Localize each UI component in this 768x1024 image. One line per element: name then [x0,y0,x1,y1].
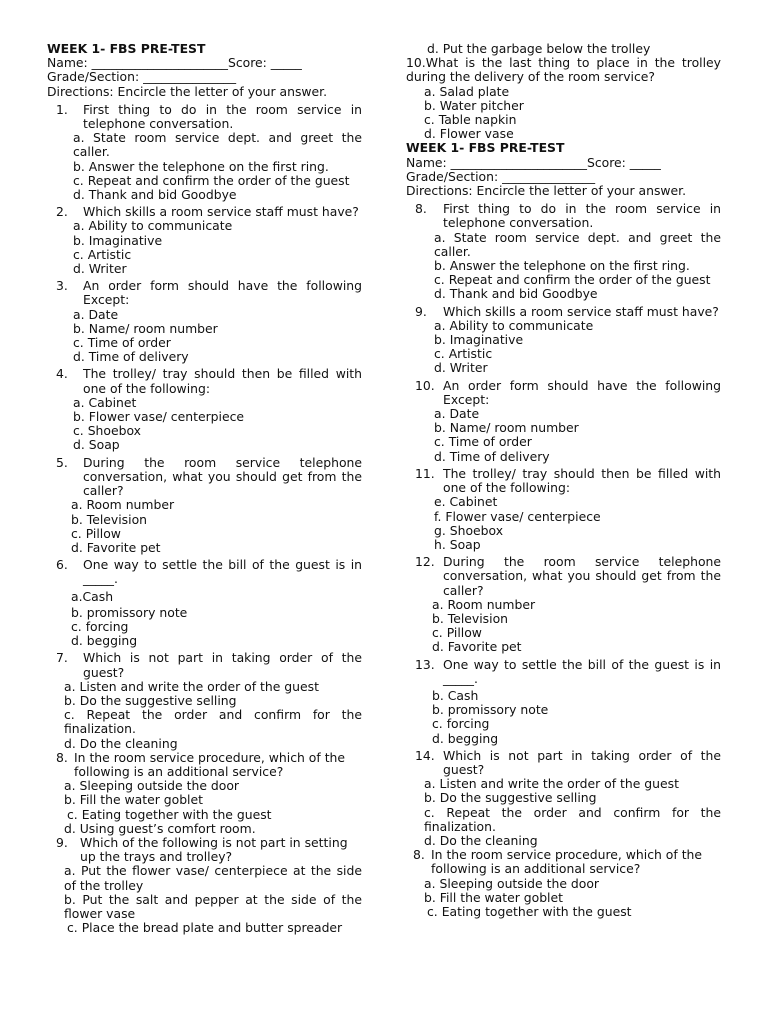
option-d: d. Put the garbage below the trolley [427,41,651,56]
option-h: h. Soap [434,536,481,552]
option-d: d. begging [71,633,138,649]
question-number: 9. [56,834,68,850]
test-title-2: WEEK 1- FBS PRE-TEST [406,140,565,156]
question-number: 4. [56,366,68,382]
option-b: b. Answer the telephone on the first ring. [73,158,329,174]
question-7 [47,651,362,679]
option-a: a. Date [434,406,480,422]
question-8 [47,751,362,779]
option-b: b. Put the salt and pepper at the side of the flower vase [64,891,362,921]
option-a: a. Sleeping outside the door [424,875,599,891]
option-c: c. Repeat and confirm the order of the guest [434,272,711,288]
option-d: d. Flower vase [424,126,514,142]
question-12-right [406,555,721,598]
option-b: b. Name/ room number [434,420,579,436]
question-text: In the room service procedure, which of the following is an additional service? [74,749,346,779]
option-d: d. Writer [73,261,127,277]
question-number: 13. [415,656,435,672]
option-b: b. Name/ room number [73,320,218,336]
option-b: b. Do the suggestive selling [424,790,597,806]
option-c: c. Repeat the order and confirm for the finalization. [64,707,362,737]
option-b: b. promissory note [71,604,188,620]
question-number: 12. [415,554,435,570]
option-d: d. Time of delivery [434,448,550,464]
question-number: 14. [415,747,435,763]
question-number: 8. [415,201,427,217]
option-c: c. Shoebox [73,423,142,439]
option-d: d. begging [432,730,499,746]
option-a: a. Salad plate [424,83,510,99]
question-8b-right [406,848,721,876]
option-a: a. Room number [71,497,175,513]
question-text: An order form should have the following Except: [443,377,721,407]
option-b: b. Fill the water goblet [64,792,203,808]
question-text: Which is not part in taking order of the guest? [83,650,362,680]
option-e: e. Cabinet [434,494,498,510]
question-text: One way to settle the bill of the guest is in _____. [443,656,721,686]
option-c: c. Repeat the order and confirm for the finalization. [424,804,721,834]
question-11-right [406,467,721,495]
test-title: WEEK 1- FBS PRE-TEST [47,41,206,56]
option-b: b. Water pitcher [424,97,524,113]
question-10: 10.What is the last thing to place in the trolley during the delivery of the room service? [406,55,721,85]
directions: Directions: Encircle the letter of your answer. [47,83,328,99]
option-c: c. forcing [432,716,490,732]
option-c: c. Artistic [434,346,493,362]
question-1 [47,103,362,131]
question-number: 11. [415,465,435,481]
question-text: The trolley/ tray should then be filled with one of the following: [443,465,721,496]
question-number: 9. [415,303,427,319]
option-a: a. Listen and write the order of the guest [64,678,319,694]
question-text: In the room service procedure, which of the following is an additional service? [431,847,703,877]
question-3 [47,279,362,307]
option-a: a. Cabinet [73,394,137,410]
option-a: b. Cash [432,687,479,703]
option-c: c. Table napkin [424,112,517,128]
option-d: d. Soap [73,437,120,453]
question-text: Which skills a room service staff must have? [443,303,719,319]
option-d: d. Thank and bid Goodbye [434,286,598,302]
option-d: d. Time of delivery [73,349,189,365]
option-d: d. Writer [434,360,488,376]
question-number: 3. [56,278,68,294]
option-c: c. Pillow [432,625,482,641]
question-number: 5. [56,454,68,470]
option-c: c. Repeat and confirm the order of the guest [73,172,350,188]
question-10-right [406,379,721,407]
question-text: An order form should have the following Except: [83,278,362,308]
question-8-right [406,202,721,230]
option-b: b. Imaginative [73,232,163,248]
grade-section-line-2: Grade/Section: _______________ [406,168,596,184]
option-a: a. Room number [432,596,536,612]
question-4 [47,367,362,395]
option-c: c. Eating together with the guest [427,903,632,919]
option-c: c. forcing [71,618,129,634]
question-9 [47,836,362,864]
option-b: b. Fill the water goblet [424,889,563,905]
directions-2: Directions: Encircle the letter of your answer. [406,183,687,199]
question-5 [47,456,362,499]
option-d: d. Do the cleaning [424,832,538,848]
question-number: 8. [56,749,68,765]
option-a: a. State room service dept. and greet the caller. [73,130,362,160]
question-6 [47,558,362,586]
right-column [406,42,721,919]
option-d: d. Favorite pet [71,539,161,555]
name-score-line: Name: ______________________Score: _____ [47,55,302,71]
option-a: a. Put the flower vase/ centerpiece at the side of the trolley [64,863,362,893]
option-c: c. Time of order [434,434,532,450]
question-2 [47,205,362,219]
question-text: First thing to do in the room service in telephone conversation. [83,101,362,132]
option-d: d. Do the cleaning [64,735,178,751]
option-a: a. Date [73,306,119,322]
question-9-right [406,305,721,319]
option-a: a. Sleeping outside the door [64,778,239,794]
option-c: c. Eating together with the guest [67,806,272,822]
grade-section-line: Grade/Section: _______________ [47,69,237,85]
option-g: g. Shoebox [434,522,504,538]
question-number: 7. [56,650,68,666]
option-b: b. Imaginative [434,332,524,348]
question-text: The trolley/ tray should then be filled with one of the following: [83,366,362,396]
option-c: c. Place the bread plate and butter spreader [67,920,343,936]
question-text: Which skills a room service staff must have? [83,204,359,220]
option-f: f. Flower vase/ centerpiece [434,508,601,524]
question-number: 8. [413,847,425,863]
option-a: a. State room service dept. and greet the caller. [434,229,721,259]
option-b: b. Flower vase/ centerpiece [73,409,245,425]
question-number: 10. [415,377,435,393]
option-a: a. Listen and write the order of the guest [424,776,679,792]
option-c: c. Pillow [71,525,121,541]
option-d: d. Favorite pet [432,639,522,655]
option-b: b. Television [71,511,147,527]
question-text: During the room service telephone conversation, what you should get from the caller? [443,554,721,598]
option-b: b. Answer the telephone on the first ring. [434,258,690,274]
option-c: c. Time of order [73,335,171,351]
option-c: c. Artistic [73,246,132,262]
option-a: a. Ability to communicate [73,218,233,234]
question-text: Which is not part in taking order of the guest? [443,747,721,777]
option-a: a. Ability to communicate [434,317,594,333]
question-13-right [406,658,721,686]
option-a: a.Cash [71,588,114,604]
question-text: Which of the following is not part in setting up the trays and trolley? [80,834,348,865]
option-d: d. Using guest’s comfort room. [64,820,256,836]
question-number: 1. [56,101,68,117]
question-number: 2. [56,204,68,220]
option-b: b. Television [432,610,508,626]
question-text: During the room service telephone conversation, what you should get from the caller? [83,454,362,499]
option-d: d. Thank and bid Goodbye [73,187,237,203]
option-b: b. Do the suggestive selling [64,692,237,708]
question-14-right [406,749,721,777]
name-score-line-2: Name: ______________________Score: _____ [406,154,661,170]
left-column [47,42,362,935]
question-number: 6. [56,557,68,573]
question-text: First thing to do in the room service in telephone conversation. [443,201,721,231]
option-b: b. promissory note [432,702,549,718]
question-text: One way to settle the bill of the guest is in _____. [83,557,362,587]
